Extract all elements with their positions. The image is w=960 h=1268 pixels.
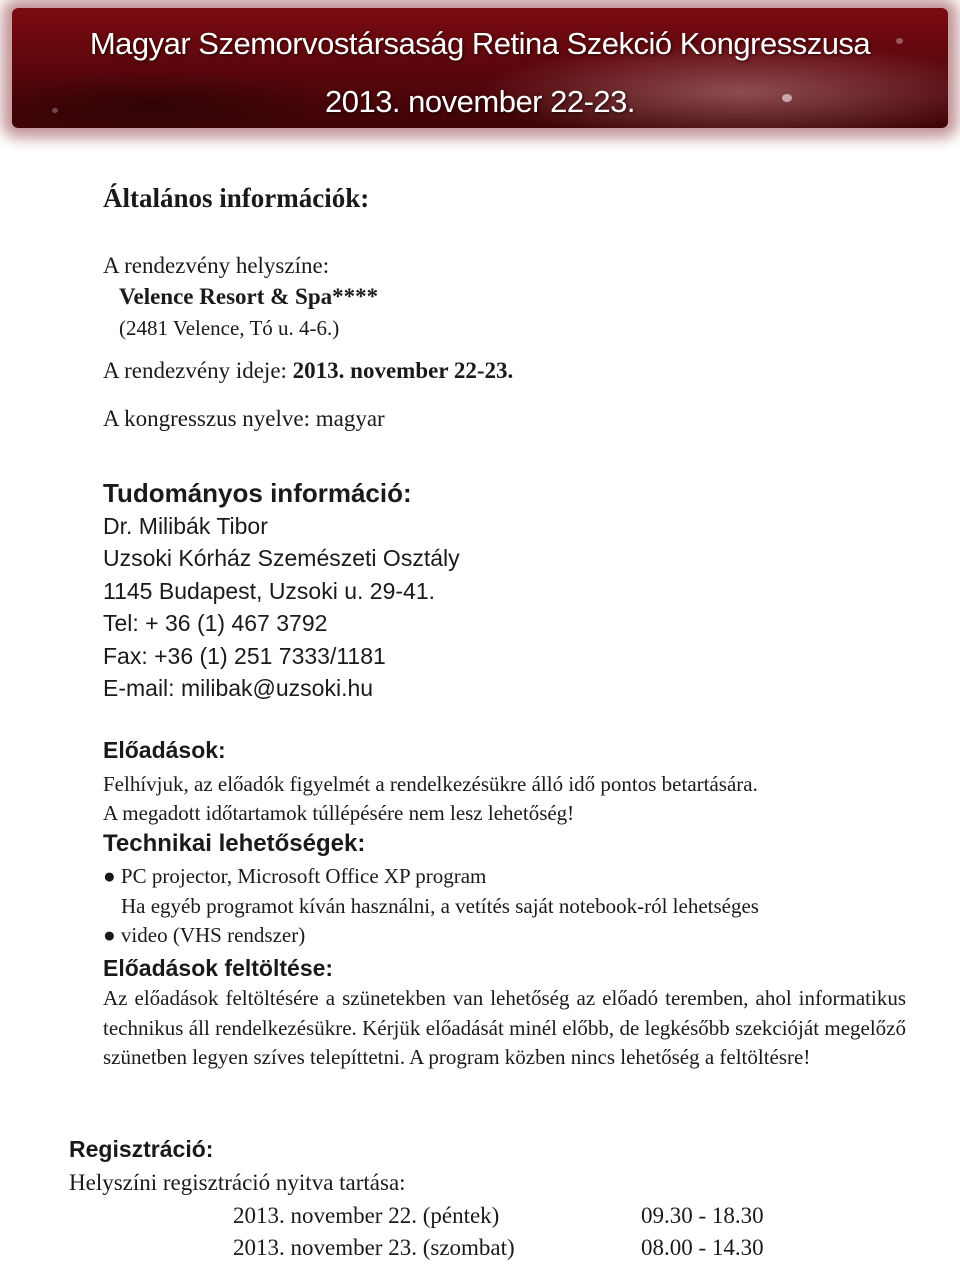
header-banner <box>12 8 948 128</box>
banner-date: 2013. november 22-23. <box>324 84 636 119</box>
registration-subheading: Helyszíni regisztráció nyitva tartása: <box>69 1170 406 1195</box>
upload-heading: Előadások feltöltése: <box>103 955 334 981</box>
contact-line: 1145 Budapest, Uzsoki u. 29-41. <box>103 578 436 604</box>
registration-hours: 08.00 - 14.30 <box>641 1235 764 1260</box>
registration-day: 2013. november 23. (szombat) <box>233 1235 515 1260</box>
event-date-line <box>103 358 513 384</box>
contact-line: Tel: + 36 (1) 467 3792 <box>103 610 328 636</box>
general-heading: Általános információk: <box>103 183 370 213</box>
contact-line: Uzsoki Kórház Szemészeti Osztály <box>103 545 460 571</box>
upload-text: Az előadások feltöltésére a szünetekben van lehetőség az előadó teremben, ahol informatikus technikus áll rendelkezésükre. Kérjük előadását minél előbb, de legkésőbb szekcióját megelőző szünetben legyen szíves telepíttetni. A program közben nincs lehetőség a feltöltésre! <box>103 986 906 1069</box>
event-date-label: A rendezvény ideje: <box>103 358 293 383</box>
contact-email: E-mail: milibak@uzsoki.hu <box>103 675 374 701</box>
technical-bullet: ● PC projector, Microsoft Office XP program <box>103 864 487 888</box>
event-date-value: 2013. november 22-23. <box>292 358 514 383</box>
contact-line: Fax: +36 (1) 251 7333/1181 <box>103 643 386 669</box>
technical-note: Ha egyéb programot kíván használni, a vetítés saját notebook-ról lehetséges <box>121 894 759 918</box>
technical-bullet: ● video (VHS rendszer) <box>103 923 306 947</box>
lectures-heading: Előadások: <box>103 737 226 763</box>
venue-label: A rendezvény helyszíne: <box>103 253 330 278</box>
registration-heading: Regisztráció: <box>69 1136 214 1162</box>
registration-hours: 09.30 - 18.30 <box>641 1203 764 1228</box>
venue-address: (2481 Velence, Tó u. 4-6.) <box>119 316 340 340</box>
language-line: A kongresszus nyelve: magyar <box>103 406 385 431</box>
technical-heading: Technikai lehetőségek: <box>103 830 366 857</box>
scientific-heading: Tudományos információ: <box>103 478 412 508</box>
banner-title: Magyar Szemorvostársaság Retina Szekció Kongresszusa <box>89 26 871 61</box>
lectures-note: Felhívjuk, az előadók figyelmét a rendelkezésükre álló idő pontos betartására. <box>103 772 758 796</box>
lectures-note: A megadott időtartamok túllépésére nem lesz lehetőség! <box>103 801 575 825</box>
venue-name: Velence Resort & Spa**** <box>119 284 379 309</box>
contact-line: Dr. Milibák Tibor <box>103 513 268 539</box>
registration-day: 2013. november 22. (péntek) <box>233 1203 500 1228</box>
